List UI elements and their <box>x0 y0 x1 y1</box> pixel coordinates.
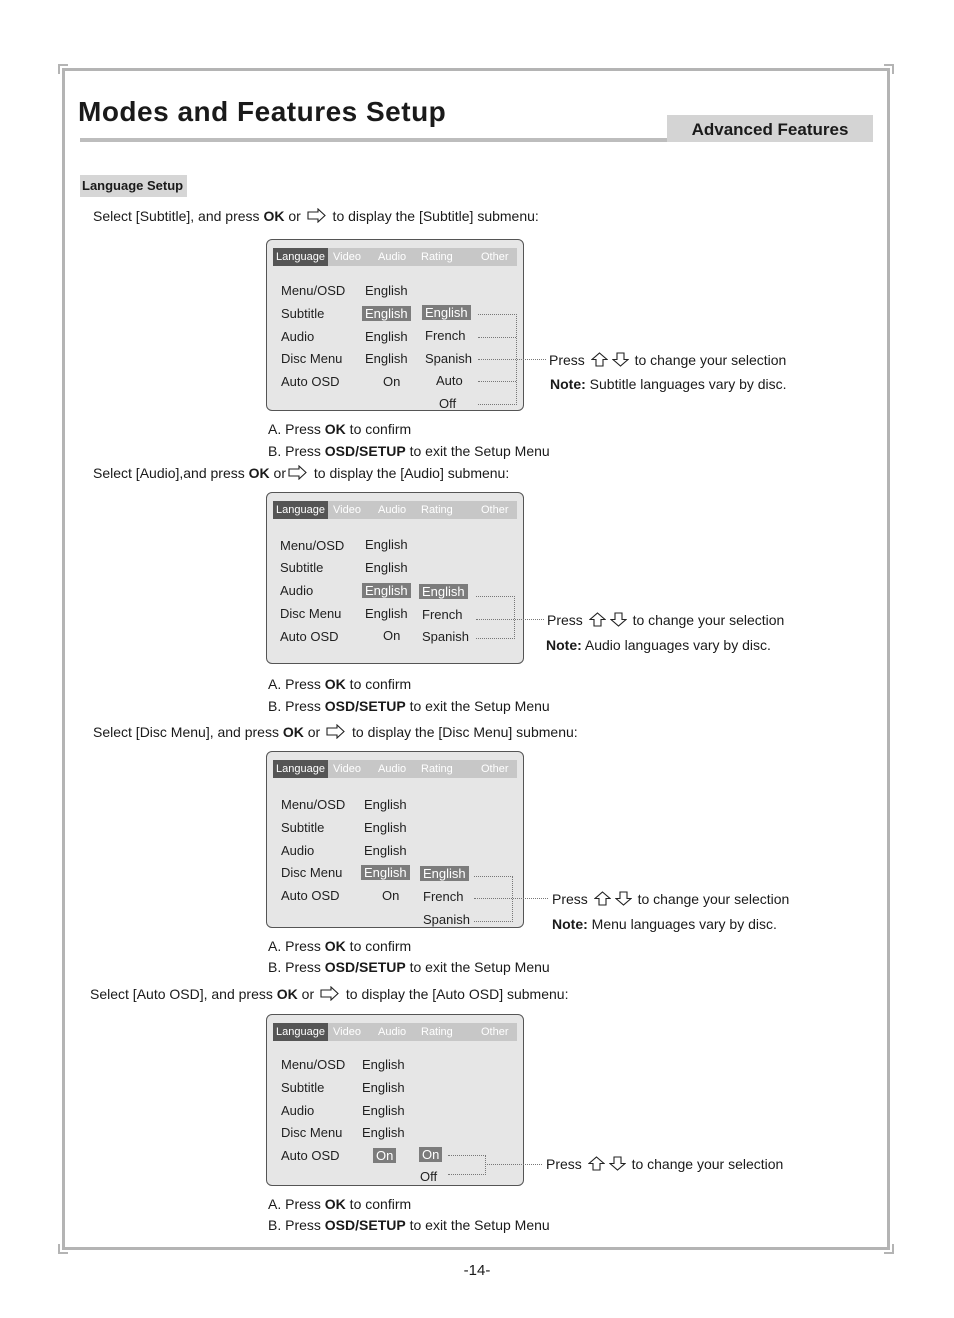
label-subtitle: Subtitle <box>281 306 325 321</box>
intro-text: or <box>303 724 325 740</box>
label-audio: Audio <box>281 843 315 858</box>
intro-text: Select [Disc Menu], and press <box>93 724 283 740</box>
tab-rating[interactable]: Rating <box>421 763 453 775</box>
note-text: Subtitle languages vary by disc. <box>585 376 787 392</box>
page-number: -14- <box>463 1262 491 1279</box>
option-spanish[interactable]: Spanish <box>425 351 472 366</box>
note-line <box>546 637 771 653</box>
tab-rating[interactable]: Rating <box>421 1026 453 1038</box>
up-arrow-icon <box>591 352 608 370</box>
label-disc-menu: Disc Menu <box>281 351 343 366</box>
page-title: Modes and Features Setup <box>78 96 447 127</box>
frame-corner <box>884 1244 894 1254</box>
tab-video[interactable]: Video <box>333 504 361 516</box>
intro-text: Select [Auto OSD], and press <box>90 986 277 1002</box>
option-connector <box>478 381 516 382</box>
note-line <box>552 916 777 932</box>
value-auto-osd[interactable]: On <box>373 1148 396 1163</box>
tab-video[interactable]: Video <box>333 1026 361 1038</box>
label-audio: Audio <box>281 329 315 344</box>
step-text: B. Press <box>268 443 325 459</box>
value-audio[interactable]: English <box>362 583 411 598</box>
frame-corner <box>58 64 68 74</box>
osd-tab-bar <box>273 760 517 778</box>
tab-other[interactable]: Other <box>481 251 509 263</box>
frame-corner <box>58 1244 68 1254</box>
value-disc-menu: English <box>362 1125 405 1140</box>
osd-setup-key: OSD/SETUP <box>324 959 406 975</box>
tab-other[interactable]: Other <box>481 763 509 775</box>
intro-text: or <box>269 465 286 481</box>
note-label: Note: <box>546 637 582 653</box>
value-subtitle: English <box>365 560 408 575</box>
tab-language[interactable]: Language <box>273 501 328 519</box>
value-menu-osd: English <box>362 1057 405 1072</box>
tab-other[interactable]: Other <box>481 1026 509 1038</box>
note-text: Menu languages vary by disc. <box>587 916 777 932</box>
option-english[interactable]: English <box>422 305 471 320</box>
step-text: to exit the Setup Menu <box>405 698 550 714</box>
press-text: to change your selection <box>630 352 787 368</box>
intro-text: to display the [Disc Menu] submenu: <box>348 724 578 740</box>
press-text: to change your selection <box>628 612 785 628</box>
tab-audio[interactable]: Audio <box>378 251 407 263</box>
tab-language[interactable]: Language <box>273 760 328 778</box>
ok-key: OK <box>324 676 346 692</box>
option-spanish[interactable]: Spanish <box>422 629 469 644</box>
subsection-title: Language Setup <box>80 175 187 197</box>
step-text: to exit the Setup Menu <box>405 959 550 975</box>
value-menu-osd: English <box>365 283 408 298</box>
intro-text: to display the [Auto OSD] submenu: <box>342 986 569 1002</box>
tab-audio[interactable]: Audio <box>378 504 407 516</box>
option-french[interactable]: French <box>422 607 463 622</box>
option-off[interactable]: Off <box>439 396 457 411</box>
label-auto-osd: Auto OSD <box>281 888 340 903</box>
tab-rating[interactable]: Rating <box>421 504 453 516</box>
up-arrow-icon <box>588 1156 605 1174</box>
label-subtitle: Subtitle <box>281 1080 325 1095</box>
step-text: A. Press <box>268 1196 325 1212</box>
press-instruction <box>547 612 784 630</box>
note-label: Note: <box>550 376 586 392</box>
label-auto-osd: Auto OSD <box>281 1148 340 1163</box>
ok-key: OK <box>248 465 270 481</box>
label-menu-osd: Menu/OSD <box>280 538 345 553</box>
press-text: to change your selection <box>633 891 790 907</box>
tab-video[interactable]: Video <box>333 763 361 775</box>
press-instruction <box>546 1156 783 1174</box>
intro-text: to display the [Audio] submenu: <box>310 465 510 481</box>
right-arrow-icon <box>326 724 346 742</box>
callout-connector <box>485 1164 542 1165</box>
tab-language[interactable]: Language <box>273 248 328 266</box>
note-line <box>550 376 787 392</box>
down-arrow-icon <box>610 612 627 630</box>
tab-rating[interactable]: Rating <box>421 251 453 263</box>
option-on[interactable]: On <box>419 1147 442 1162</box>
step-text: B. Press <box>268 1217 325 1233</box>
option-english[interactable]: English <box>420 866 469 881</box>
title-rule <box>80 138 667 142</box>
osd-setup-key: OSD/SETUP <box>324 1217 406 1233</box>
value-auto-osd: On <box>383 374 401 389</box>
press-text: Press <box>546 1156 586 1172</box>
value-audio: English <box>364 843 407 858</box>
step-text: to confirm <box>345 676 412 692</box>
tab-language[interactable]: Language <box>273 1023 328 1041</box>
option-french[interactable]: French <box>423 889 464 904</box>
down-arrow-icon <box>609 1156 626 1174</box>
osd-tab-bar <box>273 1023 517 1041</box>
value-subtitle: English <box>362 1080 405 1095</box>
press-text: Press <box>549 352 589 368</box>
value-auto-osd: On <box>383 628 401 643</box>
press-text: Press <box>552 891 592 907</box>
ok-key: OK <box>276 986 298 1002</box>
value-menu-osd: English <box>365 537 408 552</box>
step-a <box>268 421 411 437</box>
label-subtitle: Subtitle <box>280 560 324 575</box>
ok-key: OK <box>263 208 285 224</box>
ok-key: OK <box>282 724 304 740</box>
step-text: to confirm <box>345 938 412 954</box>
right-arrow-icon <box>320 986 340 1004</box>
tab-audio[interactable]: Audio <box>378 1026 407 1038</box>
step-b <box>268 443 550 459</box>
label-disc-menu: Disc Menu <box>281 1125 343 1140</box>
osd-tab-bar <box>273 248 517 266</box>
option-auto[interactable]: Auto <box>436 373 463 388</box>
value-auto-osd: On <box>382 888 400 903</box>
step-text: to exit the Setup Menu <box>405 443 550 459</box>
label-menu-osd: Menu/OSD <box>281 283 346 298</box>
right-arrow-icon <box>288 465 308 483</box>
intro-line <box>93 724 578 742</box>
option-french[interactable]: French <box>425 328 466 343</box>
value-subtitle[interactable]: English <box>362 306 411 321</box>
value-audio: English <box>362 1103 405 1118</box>
tab-video[interactable]: Video <box>333 251 361 263</box>
press-instruction <box>552 891 789 909</box>
option-english[interactable]: English <box>419 584 468 599</box>
intro-text: Select [Audio],and press <box>93 465 249 481</box>
press-text: to change your selection <box>627 1156 784 1172</box>
ok-key: OK <box>324 1196 346 1212</box>
osd-setup-key: OSD/SETUP <box>324 698 406 714</box>
frame-corner <box>884 64 894 74</box>
step-text: A. Press <box>268 676 325 692</box>
down-arrow-icon <box>612 352 629 370</box>
step-text: A. Press <box>268 421 325 437</box>
label-disc-menu: Disc Menu <box>280 606 342 621</box>
option-off[interactable]: Off <box>420 1169 438 1184</box>
intro-text: Select [Subtitle], and press <box>93 208 264 224</box>
value-disc-menu: English <box>365 351 408 366</box>
label-auto-osd: Auto OSD <box>281 374 340 389</box>
label-menu-osd: Menu/OSD <box>281 797 346 812</box>
intro-text: to display the [Subtitle] submenu: <box>328 208 539 224</box>
step-text: B. Press <box>268 698 325 714</box>
step-a <box>268 1196 411 1212</box>
osd-setup-key: OSD/SETUP <box>324 443 406 459</box>
label-subtitle: Subtitle <box>281 820 325 835</box>
step-text: to confirm <box>345 421 412 437</box>
step-text: A. Press <box>268 938 325 954</box>
intro-text: or <box>284 208 305 224</box>
tab-audio[interactable]: Audio <box>378 763 407 775</box>
callout-connector <box>478 359 546 360</box>
value-disc-menu[interactable]: English <box>361 865 410 880</box>
value-menu-osd: English <box>364 797 407 812</box>
step-b <box>268 1217 550 1233</box>
up-arrow-icon <box>594 891 611 909</box>
callout-connector <box>476 619 544 620</box>
intro-line <box>90 986 568 1004</box>
value-audio: English <box>365 329 408 344</box>
step-b <box>268 698 550 714</box>
step-a <box>268 676 411 692</box>
step-text: B. Press <box>268 959 325 975</box>
note-text: Audio languages vary by disc. <box>581 637 771 653</box>
up-arrow-icon <box>589 612 606 630</box>
press-instruction <box>549 352 786 370</box>
note-label: Note: <box>552 916 588 932</box>
ok-key: OK <box>324 421 346 437</box>
down-arrow-icon <box>615 891 632 909</box>
step-text: to confirm <box>345 1196 412 1212</box>
intro-line <box>93 208 539 226</box>
option-spanish[interactable]: Spanish <box>423 912 470 927</box>
option-connector <box>478 337 516 338</box>
intro-text: or <box>297 986 318 1002</box>
step-b <box>268 959 550 975</box>
right-arrow-icon <box>307 208 327 226</box>
value-disc-menu: English <box>365 606 408 621</box>
section-tab: Advanced Features <box>667 115 873 142</box>
label-audio: Audio <box>281 1103 315 1118</box>
value-subtitle: English <box>364 820 407 835</box>
press-text: Press <box>547 612 587 628</box>
option-bracket <box>448 1155 486 1175</box>
label-menu-osd: Menu/OSD <box>281 1057 346 1072</box>
step-text: to exit the Setup Menu <box>405 1217 550 1233</box>
ok-key: OK <box>324 938 346 954</box>
tab-other[interactable]: Other <box>481 504 509 516</box>
label-auto-osd: Auto OSD <box>280 629 339 644</box>
step-a <box>268 938 411 954</box>
option-bracket <box>474 876 513 922</box>
intro-line <box>93 465 509 483</box>
label-audio: Audio <box>280 583 314 598</box>
label-disc-menu: Disc Menu <box>281 865 343 880</box>
callout-connector <box>474 898 548 899</box>
option-bracket <box>476 596 515 639</box>
osd-tab-bar <box>273 501 517 519</box>
